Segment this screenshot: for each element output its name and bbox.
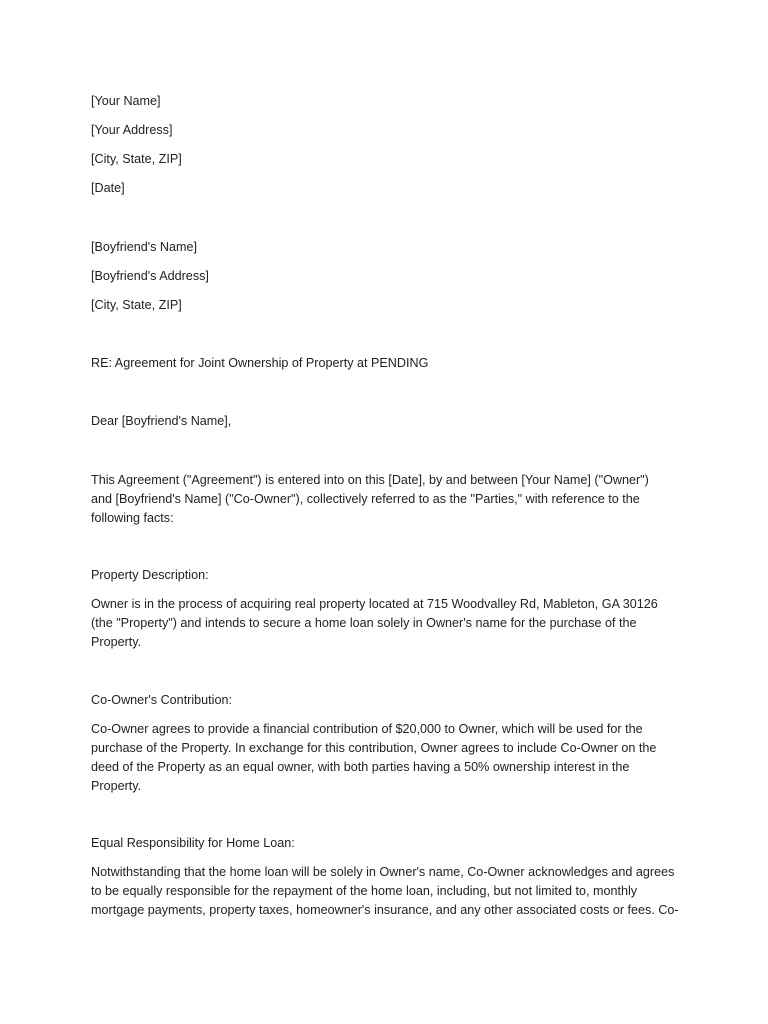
- section-body-property-description: [91, 595, 685, 652]
- body-line: (the "Property") and intends to secure a home loan solely in Owner's name for the purchase of the: [91, 616, 637, 630]
- body-line: purchase of the Property. In exchange for this contribution, Owner agrees to include Co-Owner on the: [91, 741, 657, 755]
- salutation: Dear [Boyfriend's Name],: [91, 414, 232, 428]
- body-line: Property.: [91, 635, 142, 649]
- sender-name: [Your Name]: [91, 94, 161, 108]
- intro-paragraph: [91, 471, 685, 528]
- section-body-equal-responsibility: [91, 863, 685, 920]
- body-line: Owner is in the process of acquiring real property located at 715 Woodvalley Rd, Mableton, GA 30126: [91, 597, 658, 611]
- subject-line: RE: Agreement for Joint Ownership of Property at PENDING: [91, 356, 429, 370]
- recipient-address: [Boyfriend's Address]: [91, 269, 209, 283]
- body-line: deed of the Property as an equal owner, with both parties having a 50% ownership interest in the: [91, 760, 630, 774]
- section-body-co-owner-contribution: [91, 720, 685, 796]
- recipient-name: [Boyfriend's Name]: [91, 240, 197, 254]
- recipient-city-state-zip: [City, State, ZIP]: [91, 298, 182, 312]
- section-heading-property-description: Property Description:: [91, 568, 209, 582]
- body-line: Property.: [91, 779, 142, 793]
- body-line: Co-Owner agrees to provide a financial contribution of $20,000 to Owner, which will be used for the: [91, 722, 643, 736]
- body-line: Notwithstanding that the home loan will be solely in Owner's name, Co-Owner acknowledges and agrees: [91, 865, 675, 879]
- body-line: mortgage payments, property taxes, homeowner's insurance, and any other associated costs or fees. Co-: [91, 903, 679, 917]
- sender-date: [Date]: [91, 181, 125, 195]
- body-line: to be equally responsible for the repayment of the home loan, including, but not limited to, monthly: [91, 884, 638, 898]
- sender-address: [Your Address]: [91, 123, 173, 137]
- section-heading-co-owner-contribution: Co-Owner's Contribution:: [91, 693, 232, 707]
- intro-line: following facts:: [91, 511, 174, 525]
- intro-line: and [Boyfriend's Name] ("Co-Owner"), collectively referred to as the "Parties," with reference to the: [91, 492, 640, 506]
- intro-line: This Agreement ("Agreement") is entered into on this [Date], by and between [Your Name] ("Owner"): [91, 473, 649, 487]
- sender-city-state-zip: [City, State, ZIP]: [91, 152, 182, 166]
- section-heading-equal-responsibility: Equal Responsibility for Home Loan:: [91, 836, 295, 850]
